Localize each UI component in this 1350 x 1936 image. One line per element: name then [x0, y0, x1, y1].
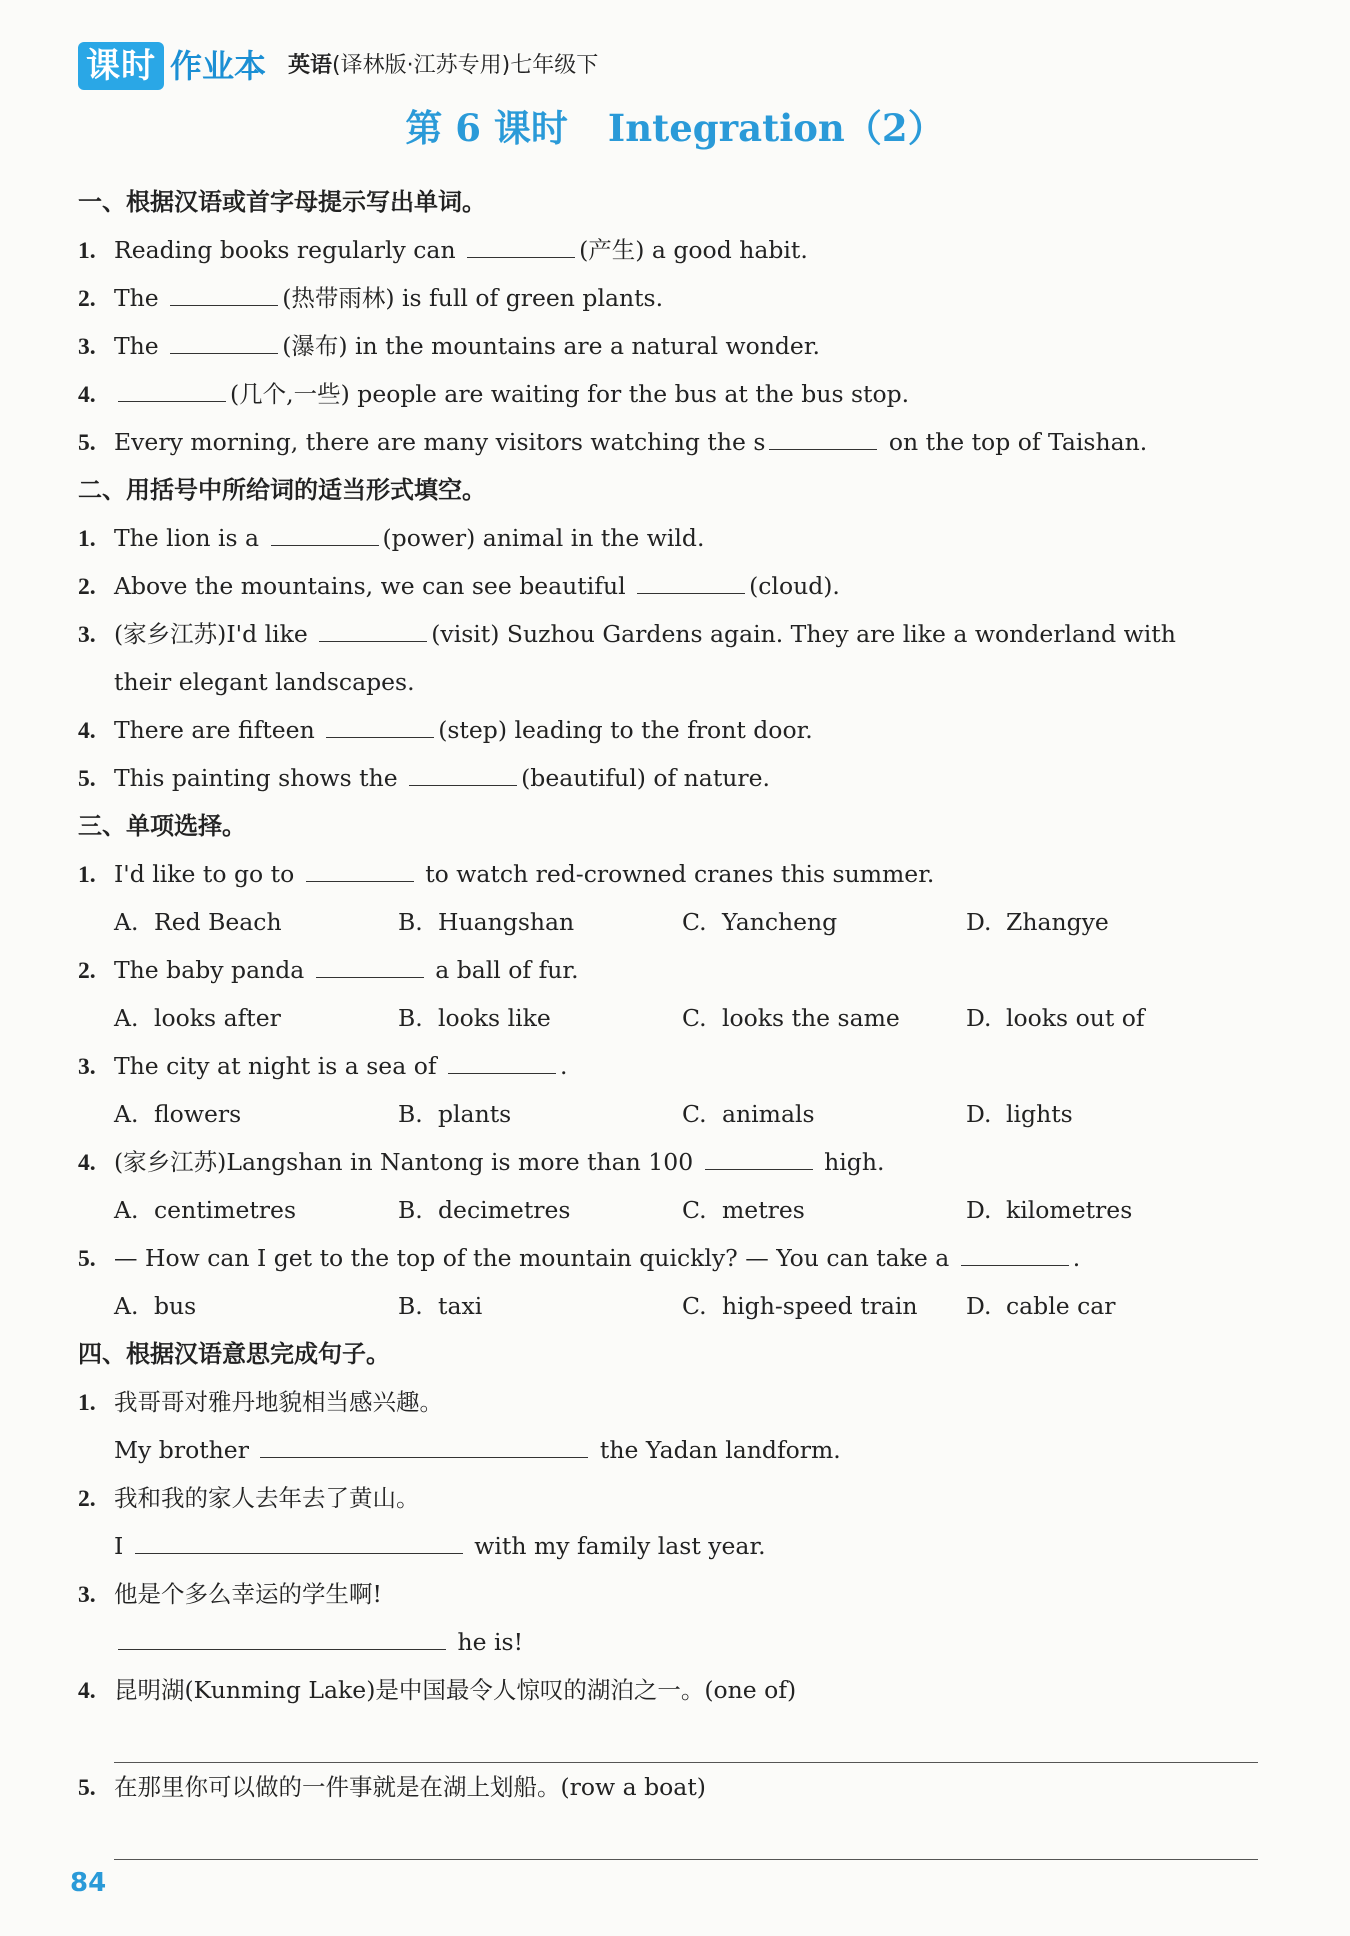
option-c[interactable]: C. metres [682, 1196, 805, 1224]
answer-blank[interactable] [326, 736, 434, 738]
option-d[interactable]: D. looks out of [966, 1004, 1145, 1032]
section-title: 三、单项选择。 [78, 812, 246, 840]
question-item: 2. The (热带雨林) is full of green plants. [78, 284, 664, 312]
option-b[interactable]: B. Huangshan [398, 908, 575, 936]
logo-badge: 课时 [78, 42, 164, 90]
answer-sentence: I with my family last year. [114, 1532, 766, 1560]
worksheet-content [78, 178, 1258, 1860]
answer-blank[interactable] [170, 352, 278, 354]
option-row [78, 1090, 1258, 1138]
lesson-title-en: Integration（2） [607, 106, 945, 150]
option-b[interactable]: B. taxi [398, 1292, 483, 1320]
question-item: 5. 在那里你可以做的一件事就是在湖上划船。(row a boat) [78, 1773, 706, 1801]
answer-blank[interactable] [260, 1456, 588, 1458]
answer-blank[interactable] [467, 256, 575, 258]
answer-blank[interactable] [118, 400, 226, 402]
question-item: 1. I'd like to go to to watch red-crowned cranes this summer. [78, 860, 935, 888]
option-b[interactable]: B. plants [398, 1100, 512, 1128]
question-item: 4. There are fifteen (step) leading to the front door. [78, 716, 813, 744]
brand-name: 作业本 [170, 47, 267, 85]
option-a[interactable]: A. looks after [114, 1004, 281, 1032]
question-item: 5. This painting shows the (beautiful) of nature. [78, 764, 771, 792]
page-number: 84 [70, 1868, 107, 1898]
brand-logo [78, 42, 266, 90]
answer-blank[interactable] [306, 880, 414, 882]
question-item: 4. (几个,一些) people are waiting for the bus at the bus stop. [78, 380, 910, 408]
section-title: 四、根据汉语意思完成句子。 [78, 1340, 390, 1368]
option-c[interactable]: C. Yancheng [682, 908, 838, 936]
page-header [78, 36, 598, 96]
subject-name: 英语 [288, 53, 333, 78]
option-a[interactable]: A. flowers [114, 1100, 242, 1128]
edition-label: (译林版·江苏专用)七年级下 [332, 53, 599, 78]
answer-sentence: My brother the Yadan landform. [114, 1436, 841, 1464]
question-item: 1. The lion is a (power) animal in the wild. [78, 524, 705, 552]
section-title: 二、用括号中所给词的适当形式填空。 [78, 476, 486, 504]
question-continuation: their elegant landscapes. [114, 668, 415, 696]
question-item: 2. The baby panda a ball of fur. [78, 956, 579, 984]
option-row [78, 1186, 1258, 1234]
question-item: 2. 我和我的家人去年去了黄山。 [78, 1484, 420, 1512]
option-d[interactable]: D. cable car [966, 1292, 1116, 1320]
answer-blank[interactable] [135, 1552, 463, 1554]
option-row [78, 1282, 1258, 1330]
option-row [78, 994, 1258, 1042]
answer-line[interactable] [114, 1811, 1258, 1860]
question-item: 5. — How can I get to the top of the mountain quickly? — You can take a . [78, 1244, 1081, 1272]
lesson-title-cn: 第 6 课时 [405, 106, 568, 150]
option-b[interactable]: B. decimetres [398, 1196, 571, 1224]
answer-blank[interactable] [170, 304, 278, 306]
option-a[interactable]: A. Red Beach [114, 908, 282, 936]
answer-blank[interactable] [409, 784, 517, 786]
answer-blank[interactable] [705, 1168, 813, 1170]
lesson-title [0, 98, 1350, 152]
option-d[interactable]: D. Zhangye [966, 908, 1109, 936]
option-row [78, 898, 1258, 946]
subject-label [288, 44, 598, 88]
question-item: 3. The (瀑布) in the mountains are a natural wonder. [78, 332, 820, 360]
answer-blank[interactable] [961, 1264, 1069, 1266]
section-title: 一、根据汉语或首字母提示写出单词。 [78, 188, 486, 216]
answer-blank[interactable] [448, 1072, 556, 1074]
option-b[interactable]: B. looks like [398, 1004, 551, 1032]
option-a[interactable]: A. bus [114, 1292, 197, 1320]
question-item: 1. Reading books regularly can (产生) a good habit. [78, 236, 808, 264]
option-d[interactable]: D. lights [966, 1100, 1073, 1128]
option-c[interactable]: C. high-speed train [682, 1292, 918, 1320]
answer-sentence: he is! [78, 1618, 1258, 1666]
question-item: 3. 他是个多么幸运的学生啊! [78, 1580, 382, 1608]
answer-blank[interactable] [637, 592, 745, 594]
question-item: 4. (家乡江苏)Langshan in Nantong is more than 100 high. [78, 1148, 885, 1176]
answer-blank[interactable] [319, 640, 427, 642]
option-d[interactable]: D. kilometres [966, 1196, 1133, 1224]
answer-blank[interactable] [118, 1648, 446, 1650]
question-item: 3. (家乡江苏)I'd like (visit) Suzhou Gardens again. They are like a wonderland with [78, 620, 1176, 648]
answer-blank[interactable] [271, 544, 379, 546]
question-item: 1. 我哥哥对雅丹地貌相当感兴趣。 [78, 1388, 443, 1416]
answer-line[interactable] [114, 1714, 1258, 1763]
option-c[interactable]: C. looks the same [682, 1004, 900, 1032]
question-item: 3. The city at night is a sea of . [78, 1052, 568, 1080]
question-item: 4. 昆明湖(Kunming Lake)是中国最令人惊叹的湖泊之一。(one of) [78, 1676, 797, 1704]
option-c[interactable]: C. animals [682, 1100, 815, 1128]
question-item: 5. Every morning, there are many visitors watching the s on the top of Taishan. [78, 428, 1148, 456]
question-item: 2. Above the mountains, we can see beautiful (cloud). [78, 572, 840, 600]
answer-blank[interactable] [316, 976, 424, 978]
option-a[interactable]: A. centimetres [114, 1196, 296, 1224]
answer-blank[interactable] [769, 448, 877, 450]
